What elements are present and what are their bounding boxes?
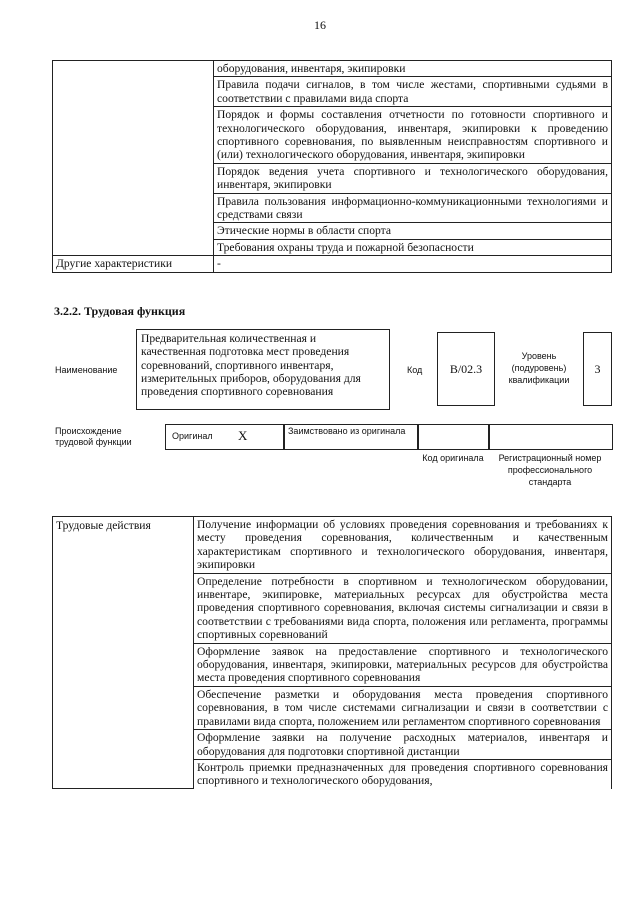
table-cell: Оформление заявки на получение расходных материалов, инвентаря и оборудования для подготовки спортивной дистанции <box>194 730 612 760</box>
borrowed-label: Заимствовано из оригинала <box>288 426 406 436</box>
table-cell: Обеспечение разметки и оборудования места проведения спортивного соревнования, в том числе системами сигнализации и связи в соответствии с правилами вида спорта, положением или регламентом спортивного соревнования <box>194 686 612 729</box>
code-value: B/02.3 <box>437 332 495 406</box>
table-cell: Правила пользования информационно-коммуникационными технологиями и средствами связи <box>214 193 612 223</box>
table-cell: Требования охраны труда и пожарной безопасности <box>214 239 612 255</box>
table-row <box>53 517 612 574</box>
code-original-caption: Код оригинала <box>422 453 484 463</box>
level-value: 3 <box>583 332 612 406</box>
table-cell: оборудования, инвентаря, экипировки <box>214 61 612 77</box>
original-mark: X <box>238 428 248 443</box>
table-cell: Порядок и формы составления отчетности по готовности спортивного и технологического оборудования, инвентаря, экипировки к проведению спортивного соревнования, по выявленным неисправностям спортивного и (или) технологического оборудования, инвентаря, экипировки <box>214 107 612 164</box>
row-label: Трудовые действия <box>53 517 194 789</box>
table-cell: - <box>214 256 612 272</box>
table-row <box>53 61 612 77</box>
code-label: Код <box>407 365 423 375</box>
function-name: Предварительная количественная и качественная подготовка мест проведения соревнований, спортивного инвентаря, измерительных приборов, оборудования для проведения спортивного соревнования <box>141 332 361 399</box>
level-label: Уровень (подуровень) квалификации <box>508 351 570 385</box>
table-cell: Этические нормы в области спорта <box>214 223 612 239</box>
table-cell: Контроль приемки предназначенных для проведения спортивного соревнования спортивного и технологического оборудования, <box>194 759 612 788</box>
table-cell: Правила подачи сигналов, в том числе жестами, спортивными судьями в соответствии с правилами вида спорта <box>214 77 612 107</box>
origin-label: Происхождение трудовой функции <box>55 426 132 447</box>
knowledge-table <box>52 60 612 273</box>
table-cell: Порядок ведения учета спортивного и технологического оборудования, инвентаря, экипировки <box>214 163 612 193</box>
table-cell: Оформление заявок на предоставление спортивного и технологического оборудования, инвентаря, экипировки, материальных ресурсов для обустройства места проведения спортивного соревнования <box>194 643 612 686</box>
row-label <box>53 61 214 256</box>
row-label: Другие характеристики <box>53 256 214 272</box>
original-label: Оригинал <box>172 431 213 441</box>
name-label: Наименование <box>55 365 118 375</box>
table-cell: Получение информации об условиях проведения соревнования и требованиях к месту проведения соревнования, количественным и качественным характеристикам спортивного и технологического оборудования, инвентаря, экипировки <box>194 517 612 574</box>
reg-number-caption: Регистрационный номер профессионального стандарта <box>498 453 602 487</box>
code-original-cell <box>417 424 490 450</box>
table-cell: Определение потребности в спортивном и технологическом оборудовании, инвентаре, экипировке, материальных ресурсах для обустройства места проведения спортивного соревнования, включая системы сигнализации и связи в соответствии с требованиями вида спорта, положения или регламента, программы спортивных соревнований <box>194 573 612 643</box>
table-row <box>53 256 612 272</box>
actions-table <box>52 516 612 789</box>
section-title: 3.2.2. Трудовая функция <box>54 304 186 318</box>
page-number: 16 <box>314 18 326 32</box>
reg-number-cell <box>488 424 613 450</box>
